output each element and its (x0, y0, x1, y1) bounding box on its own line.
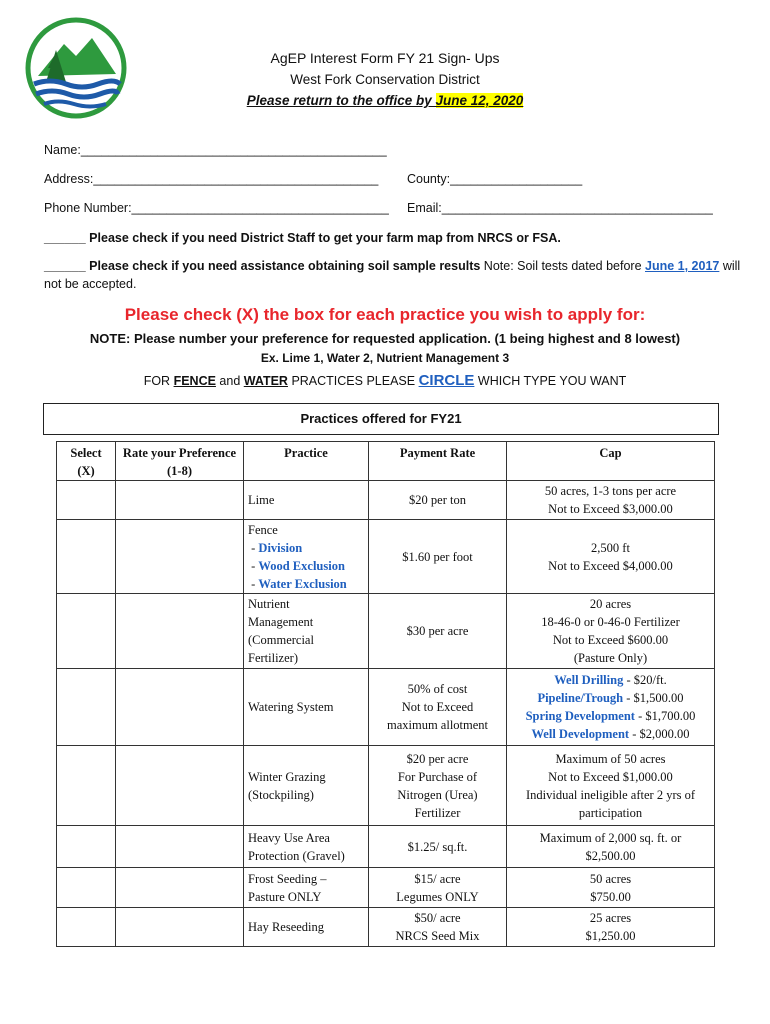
payment-line: Nitrogen (Urea) (397, 787, 478, 802)
payment-line: $1.25/ sq.ft. (407, 839, 468, 854)
return-prefix: Please return to the office by (246, 93, 436, 108)
payment-line: Fertilizer (414, 805, 461, 820)
practice-line: Lime (248, 493, 275, 507)
practice-line: Management (248, 615, 314, 629)
fence-option-division[interactable]: - Division (248, 540, 303, 555)
practices-table (56, 441, 715, 947)
practices-box-title: Practices offered for FY21 (43, 403, 719, 435)
preference-note: NOTE: Please number your preference for requested application. (1 being highest and 8 lowest) (89, 331, 681, 346)
practice-line: Watering System (248, 700, 334, 714)
practice-cell (244, 868, 369, 908)
table-row (57, 669, 715, 746)
preference-cell[interactable] (116, 669, 244, 746)
practice-line: Pasture ONLY (248, 889, 322, 904)
circle-text-2: and (215, 374, 244, 388)
practice-line: Winter Grazing (248, 769, 326, 784)
practice-line: Frost Seeding – (248, 871, 327, 886)
practice-cell (244, 481, 369, 520)
payment-cell (369, 594, 507, 669)
water-option-amount: - $1,500.00 (623, 691, 684, 705)
return-notice (200, 93, 570, 108)
cap-line: 50 acres (589, 871, 632, 886)
water-word: WATER (243, 374, 288, 388)
cap-line: (Pasture Only) (573, 651, 648, 665)
district-logo-icon (24, 16, 128, 120)
payment-line: For Purchase of (397, 769, 478, 784)
payment-line: $1.60 per foot (402, 549, 473, 564)
return-date: June 12, 2020 (435, 93, 524, 108)
table-row (57, 746, 715, 826)
table-header-row (57, 442, 715, 481)
practice-cell (244, 908, 369, 947)
circle-text-4: WHICH TYPE YOU WANT (474, 374, 627, 388)
cap-line: $1,250.00 (585, 929, 636, 943)
select-cell[interactable] (57, 594, 116, 669)
table-row (57, 481, 715, 520)
practice-cell (244, 826, 369, 868)
table-row (57, 908, 715, 947)
preference-cell[interactable] (116, 746, 244, 826)
instruction-heading: Please check (X) the box for each practice you wish to apply for: (124, 305, 646, 324)
select-cell[interactable] (57, 826, 116, 868)
practice-line: Heavy Use Area (248, 830, 330, 845)
cap-line: 20 acres (589, 597, 632, 611)
preference-example: Ex. Lime 1, Water 2, Nutrient Management 3 (260, 351, 510, 365)
cap-line: $2,500.00 (585, 848, 636, 863)
preference-cell[interactable] (116, 826, 244, 868)
practice-cell (244, 594, 369, 669)
cap-cell (507, 746, 715, 826)
form-title: AgEP Interest Form FY 21 Sign- Ups (270, 50, 500, 66)
cap-line: Not to Exceed $1,000.00 (548, 769, 673, 784)
select-cell[interactable] (57, 669, 116, 746)
address-field[interactable]: Address:_________________________________________ (44, 172, 379, 186)
practice-cell (244, 669, 369, 746)
payment-cell (369, 481, 507, 520)
email-field[interactable]: Email:_______________________________________ (407, 201, 713, 215)
water-option-spring-development[interactable] (511, 707, 710, 725)
table-row (57, 826, 715, 868)
water-option-label: Well Development (531, 727, 630, 741)
soil-sample-check[interactable] (44, 259, 740, 273)
water-option-amount: - $1,700.00 (634, 709, 696, 723)
select-cell[interactable] (57, 908, 116, 947)
table-row (57, 520, 715, 594)
cap-line: Not to Exceed $3,000.00 (548, 502, 673, 516)
select-cell[interactable] (57, 746, 116, 826)
fence-option-wood-exclusion[interactable]: - Wood Exclusion (248, 558, 345, 573)
cap-cell (507, 826, 715, 868)
soil-tail: will (719, 259, 741, 273)
rate-header: Rate your Preference (1-8) (116, 442, 244, 481)
payment-line: maximum allotment (386, 718, 489, 732)
practice-cell (244, 746, 369, 826)
practice-line: Fence (248, 522, 278, 537)
soil-note-line2: not be accepted. (44, 277, 137, 291)
cap-line: Not to Exceed $600.00 (552, 633, 669, 647)
payment-cell (369, 868, 507, 908)
payment-cell (369, 746, 507, 826)
payment-line: $15/ acre (414, 871, 461, 886)
payment-line: Legumes ONLY (396, 889, 479, 904)
county-field[interactable]: County:___________________ (407, 172, 583, 186)
soil-date: June 1, 2017 (645, 259, 720, 273)
soil-note: Note: Soil tests dated before (480, 259, 645, 273)
practice-line: Fertilizer) (248, 651, 298, 665)
cap-line: $750.00 (590, 889, 631, 904)
circle-instruction (0, 372, 770, 389)
water-option-label: Pipeline/Trough (537, 691, 624, 705)
water-option-label: Spring Development (525, 709, 635, 723)
cap-line: Maximum of 50 acres (555, 751, 666, 766)
fence-option-label: Division (258, 540, 303, 555)
cap-line: 18-46-0 or 0-46-0 Fertilizer (541, 615, 680, 629)
payment-cell (369, 520, 507, 594)
practice-header: Practice (244, 442, 369, 481)
circle-text-3: PRACTICES PLEASE (287, 374, 419, 388)
payment-line: 50% of cost (407, 682, 468, 696)
practice-line: Nutrient (248, 597, 290, 611)
phone-field[interactable]: Phone Number:_____________________________________ (44, 201, 389, 215)
practice-line: (Stockpiling) (248, 787, 314, 802)
preference-cell[interactable] (116, 908, 244, 947)
cap-line: 2,500 ft (591, 540, 630, 555)
payment-line: NRCS Seed Mix (395, 929, 480, 943)
cap-cell (507, 908, 715, 947)
fence-option-label: Wood Exclusion (258, 558, 345, 573)
cap-cell (507, 520, 715, 594)
payment-cell (369, 908, 507, 947)
soil-check-label: ______ Please check if you need assistance obtaining soil sample results (44, 259, 481, 273)
payment-header: Payment Rate (369, 442, 507, 481)
cap-cell (507, 594, 715, 669)
circle-text-1: FOR (143, 374, 174, 388)
water-option-amount: - $2,000.00 (629, 727, 690, 741)
water-option-pipeline-trough[interactable] (511, 689, 710, 707)
cap-line: participation (578, 805, 643, 820)
practice-line: Protection (Gravel) (248, 848, 345, 863)
payment-cell (369, 669, 507, 746)
payment-cell (369, 826, 507, 868)
farm-map-check[interactable]: ______ Please check if you need District Staff to get your farm map from NRCS or FSA. (44, 231, 561, 245)
preference-cell[interactable] (116, 481, 244, 520)
table-row (57, 594, 715, 669)
district-name: West Fork Conservation District (290, 72, 480, 87)
payment-line: $20 per ton (409, 493, 466, 507)
water-option-amount: - $20/ft. (623, 673, 667, 687)
circle-word: CIRCLE (418, 372, 475, 389)
cap-line: Maximum of 2,000 sq. ft. or (539, 830, 682, 845)
payment-line: Not to Exceed (401, 700, 474, 714)
practice-line: Hay Reseeding (248, 920, 325, 934)
cap-line: 25 acres (589, 911, 632, 925)
preference-cell[interactable] (116, 868, 244, 908)
preference-cell[interactable] (116, 520, 244, 594)
select-header: Select (X) (57, 442, 116, 481)
water-option-label: Well Drilling (554, 673, 624, 687)
table-row (57, 868, 715, 908)
water-option-well-drilling[interactable] (511, 671, 710, 689)
cap-line: 50 acres, 1-3 tons per acre (544, 484, 677, 498)
payment-line: $20 per acre (406, 751, 469, 766)
select-cell[interactable] (57, 481, 116, 520)
cap-cell (507, 669, 715, 746)
preference-cell[interactable] (116, 594, 244, 669)
fence-option-water-exclusion[interactable]: - Water Exclusion (248, 576, 347, 591)
cap-line: Individual ineligible after 2 yrs of (525, 787, 696, 802)
practice-line: (Commercial (248, 633, 314, 647)
fence-option-label: Water Exclusion (258, 576, 347, 591)
water-option-well-development[interactable] (511, 725, 710, 743)
cap-cell (507, 481, 715, 520)
practice-cell (244, 520, 369, 594)
cap-header: Cap (507, 442, 715, 481)
cap-cell (507, 868, 715, 908)
payment-line: $30 per acre (406, 624, 469, 638)
name-field[interactable]: Name:____________________________________________ (44, 143, 387, 157)
select-cell[interactable] (57, 520, 116, 594)
fence-word: FENCE (173, 374, 216, 388)
select-cell[interactable] (57, 868, 116, 908)
cap-line: Not to Exceed $4,000.00 (548, 558, 673, 573)
payment-line: $50/ acre (414, 911, 461, 925)
